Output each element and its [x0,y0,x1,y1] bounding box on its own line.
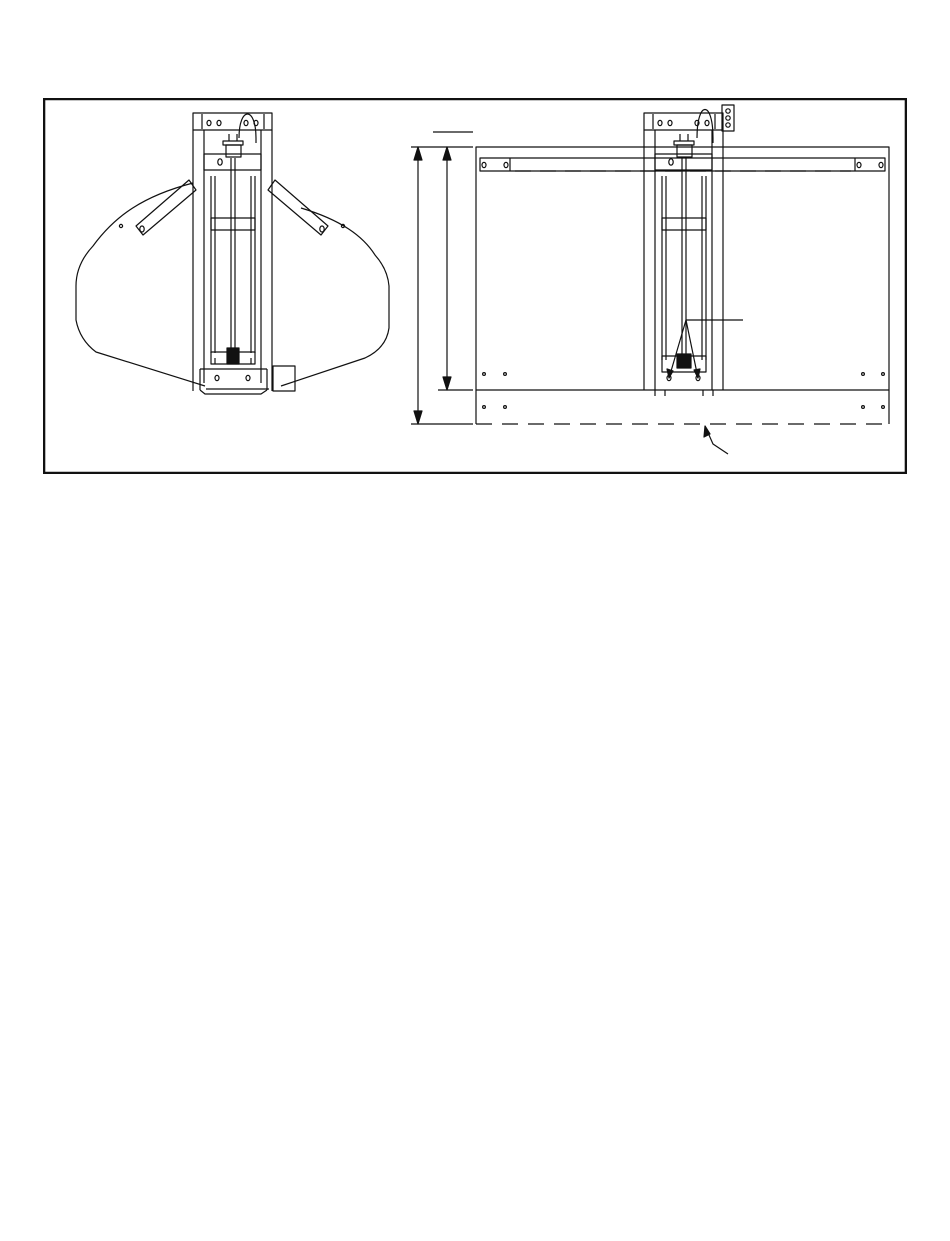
brace-left [136,180,196,235]
figure-frame [43,98,907,474]
vertical-dimension [411,132,473,424]
mounting-column-left [193,113,272,394]
figure-svg [43,98,907,474]
front-view [76,113,389,394]
figure-border [44,99,906,473]
bolt-hole [119,224,122,227]
handle-box [273,366,295,391]
leader-arrows [667,320,743,454]
brace-right [268,180,328,235]
blank-page-area [0,474,950,1241]
side-view [476,105,889,454]
mounting-column-right [644,105,734,396]
